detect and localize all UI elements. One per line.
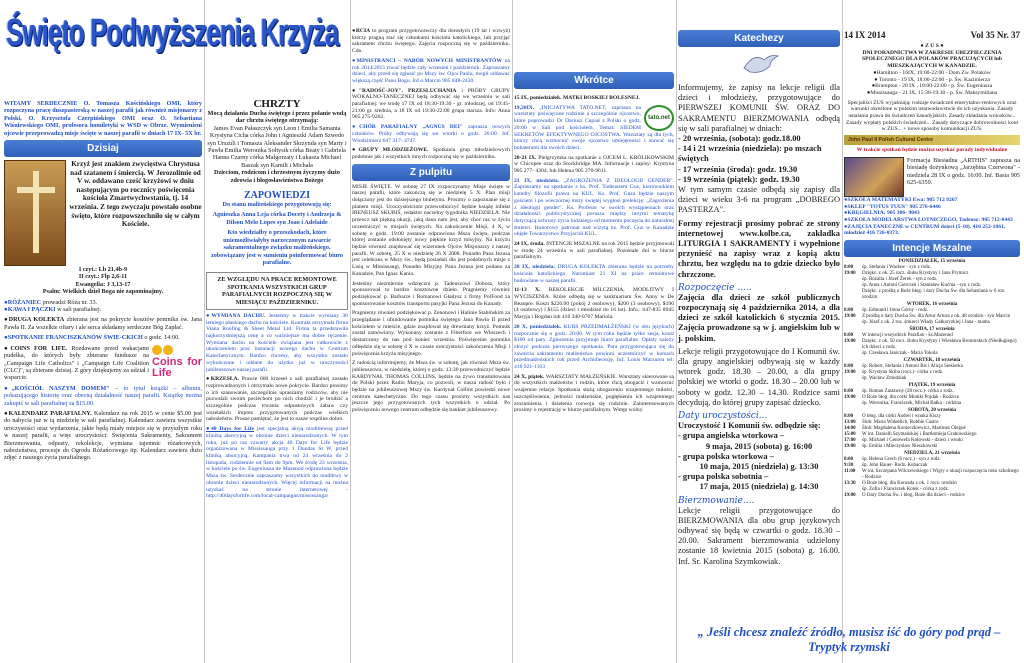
item-text: Spotkania grup młodzieżowych podobnie jak i wszystkich innych rozpoczną się w październiku. bbox=[352, 147, 510, 160]
entry-text: DRUGA KOLEKTA zbierana będzie na potrzeby kościoła katolickiego. Natomiast 21 XI na prace remontowe budowlane w naszej parafii. bbox=[514, 264, 674, 284]
intencje-hour bbox=[844, 376, 862, 382]
entry-date: 20-21 IX. bbox=[514, 154, 537, 161]
item-album bbox=[4, 385, 202, 407]
katechezy-dobry-pasterz: W tym samym czasie odbędą się zapisy dla dzieci w wieku 3-6 na program „DOBREGO PASTERZA". bbox=[678, 185, 840, 215]
cross-image bbox=[4, 160, 66, 266]
column-5 bbox=[678, 0, 840, 663]
intencje-hour bbox=[844, 401, 862, 407]
dzisiaj-block bbox=[4, 160, 202, 266]
intencje-day: ŚRODA, 17 września bbox=[909, 327, 955, 333]
item-head: ● DRUGA KOLEKTA bbox=[4, 316, 64, 323]
item-rozaniec bbox=[4, 299, 202, 306]
zus-title: DNI PORADNICTWA W ZAKRESIE UBEZPIECZENIA SPOŁECZNEGO DLA POLAKÓW PRACUJĄCYCH lub MIESZKAJĄCYCH W KANADZIE. bbox=[861, 49, 1003, 70]
intencje-hour: 8:00 bbox=[844, 364, 854, 370]
issue-volume: Vol 35 Nr. 37 bbox=[970, 30, 1020, 40]
intencje-row bbox=[844, 289, 1020, 301]
entry-tato bbox=[514, 105, 674, 152]
item-rcia bbox=[352, 28, 510, 55]
item-text: o godz. 14:00. bbox=[144, 334, 180, 342]
daty-title: Daty uroczystości... bbox=[678, 411, 768, 422]
entry-text: WARSZTATY MAŁŻEŃSKIE. Warsztaty skierowane są do wszystkich małżeństw i rodzin, które chcą ubogacić i wzmocnić wzajemne relacje. Spotkania służą ubogaceniu wzajemnego miłości, uszczęśliwieniu, jedności małżeńskie, pogłębieniu ich wzajemnego zrozumienia i dzielenia rozwoju się rodzinie. Zainteresowanych prosimy o rejestrację w biurze parafialnym. Wstęp wolny. bbox=[514, 373, 674, 414]
masthead bbox=[4, 0, 339, 100]
column-divider bbox=[204, 0, 205, 663]
entry-text: „INICJATYWA TATO.NET, zaprasza na warsztaty poświęcone rodzinie a szczególnie ojcostwu, które poprowadzi Dr Dariusz Cupiał z Polski o godz. 20:00 w Sali pod kościołem. Temat: SIEDEM SEKRETÓW EFEKTYWNEGO OJCOSTWA. Warsztaty są dla tych, którzy chcą wzmocnić swoje ojcostwo umiejętności i stawać się bohaterami dla swoich dzieci. bbox=[514, 104, 674, 151]
zus-header: ● Z U S ● bbox=[920, 43, 944, 49]
entry-kolekta bbox=[514, 264, 674, 284]
item-krzesla bbox=[206, 376, 348, 423]
entry-text: REKOLEKCJE MILCZENIA, MODLITWY I WYCISZENIA. Które odbędą się w sanktuarium Św. Anny w De Beaupre. Koszt $220.00 (pokój 2 osobowy), $200 (3 osobowy), $190 (4 osobowy) i $155 (dzieci i młodzież do 16 lat). Info.: 647-835 8945 Maryja i Bogdan lub 416 340-0767 Mariola. bbox=[514, 287, 674, 321]
item-text: Rozdawane przed wakacjami pudełka, do których były zbierane fundusze na „Campaign Life Catholics" i „Campaign Life Coalition (CLC)", są zbierane dzisiaj. Z góry dziękujemy za udział i wsparcie. bbox=[4, 344, 150, 382]
section-header-wkrotce: Wkrótce bbox=[514, 72, 674, 89]
intencje-text: śp. John Bauer- Rodz. Kubaczak bbox=[862, 463, 928, 469]
intencje-text: śp. Michael i Genowefa Kołowski - dzieci i wnuki bbox=[862, 438, 963, 444]
intencje-text: śp. Wacław Zmudziak bbox=[862, 376, 907, 382]
intencje-text: W int. Danielli Szymańskiej i Bartłomieja Grabowskiego bbox=[862, 432, 977, 438]
zpulpitu-misje: MISJE ŚWIĘTE. W sobotę 27 IX rozpoczynamy Misje święte w naszej parafii, które zakończą się w niedzielę 5 X. Plan misji dołączony jest do dzisiejszego biuletynu. Prosimy o zapoznanie się z planem misji. Uroczystościom przewodniczyć będzie książę infułat IRENEUSZ SKUBIŚ, redaktor naczelny tygodnika NIEDZIELA. Nie przeocz tak piękną okazji, jaką dana nam jest, aby choć raz w życiu uczestniczyć w misjach świętych. Na zakończenie Misji, 4 X, w sobotę o godz. 19:00 zostanie odprawiona Msza święta, podczas której zostanie odsłonięty nowy pięknie krzyż misyjny. Na krzyżu będzie również znajdować się wizerunek Ojców Misjonarzy z naszej parafii. W sobotę, 25 X w niedzielę 26 X 2008. Ponadto Pana Jezusa jest celebrans w Mszy św., będą posiadali dla jest podobnych misje z Lisią w Mississaugi, Ponadto Misyjny Pana Jezusa jest podano za Kanadzie, Pan Ignac Kania. bbox=[352, 183, 510, 277]
intencje-row bbox=[844, 469, 1020, 481]
entry-pielgrzymka bbox=[514, 155, 674, 175]
item-text: i PRÓBY GRUPY WOKALNO-TANECZNEJ będą odbywać się we wrześniu w sali parafialnej: we środę 17 IX od 18:30-19:30 - gr. młodszej, od 19:45-21:00 gr. średnia, a 18 IX od 19:30-22:00 grupa starsza. Info: Anna 905 275-9262. bbox=[352, 87, 510, 121]
intencje-text: śp. Edmund i Irena Górny - rodz. bbox=[862, 308, 929, 314]
intencje-text: Dziękc. z ok. 25 rocz. ślubu Krystyny i Jana Prymicz bbox=[862, 271, 969, 277]
section-header-katechezy: Katechezy bbox=[678, 30, 840, 47]
item-head: ● MINISTRANCI – NABÓR NOWYCH MINISTRANTÓW bbox=[352, 58, 502, 64]
intencje-row bbox=[844, 493, 1020, 499]
item-head: ● KALENDARZ PARAFIALNY. bbox=[4, 410, 92, 417]
readings bbox=[4, 266, 202, 296]
intencje-row bbox=[844, 351, 1020, 357]
item-kawa bbox=[4, 306, 202, 313]
entry-text: KURS PRZEDMAŁŻEŃSKI (w obu językach) rozpocznie się o godz. 20:00. W tym roku będzie tylko sesja, koszt $100 od pary. Zgłoszenia przyjmuje biuro parafialne. Opłaty należy złożyć podczas pierwszego spotkania. Para przygotowująca się do zawarcia sakramentu małżeństwa powinni uczestniczyć w kursach przedmałżeńskich rok przed Archidiecezję. Inf. Louis Marzurea tel: 416 921-1163 bbox=[514, 323, 674, 371]
intencje-text: O Boże błog. dla Konrada z ok. 1 rocz. urodzin bbox=[862, 481, 957, 487]
szkola-text: SZKOŁA MATEMATYKI Ewa: 905 712 9267 bbox=[847, 196, 958, 203]
item-text: Jesteśmy w trakcie wymiany 30 letniego płaskiego dachu na kościele. Kontrakt otrzymała firma Viana Roofing & Sheet Metal Ltd. Firma ta przedstawiła najkorzystniejszą cenę a co ważniejsze ma dobre ręczenie. Wymiana dachu na kościele związana jest całkowicie z ukończeniem prac instalacji nowego dachu w Centrum Katechetycznym. Bardzo chcemy, aby wszystko zostało wykończone i oddane do użytku już w uroczystości jubileuszowe naszej parafii. bbox=[206, 312, 348, 373]
issue-info bbox=[844, 30, 1020, 40]
item-text: na rok 2014/2015 trwać będzie cały wrzesień i październik. Zapraszamy dzieci, aby przed się zgłosić po Mszy św. Ojcu Paulu, mogli oddawać większą część Panu Bogu. Inf.o.Marcin 905 848-2420. bbox=[352, 57, 510, 84]
daty-1: - grupa angielska wtorkowa – bbox=[678, 431, 785, 441]
column-4 bbox=[514, 0, 674, 663]
intencje-text: Ślub: Magdalena Konieczkiewicz, Martinez Olegué bbox=[862, 426, 966, 432]
intencje-day: NIEDZIELA, 21 września bbox=[904, 451, 960, 457]
column-3 bbox=[352, 0, 510, 663]
intencje-hour: 8:00 bbox=[844, 389, 854, 395]
item-head: ● KAWA I PĄCZKI bbox=[4, 306, 56, 313]
intencje-text: śp. Helena Grech (6 rocz.) - syn z rodz. bbox=[862, 457, 941, 463]
item-head: ● KRZESŁA. bbox=[206, 376, 239, 382]
intencje-text: śp. Rozalia i Józef Žerek - syn z rodz. bbox=[862, 277, 938, 283]
intencje-hour: 15:00 bbox=[844, 432, 856, 438]
entry-date: 15 IX, poniedziałek. bbox=[514, 95, 562, 101]
intencje-text: śp. Robert, Stefania i Antoni Bis i Alicja Siekierka bbox=[862, 364, 963, 370]
zapowiedzi-couples: Agnieszka Anna Leja córka Docety i Andrzeja & Dilson Melo Lopes syn Joao i Adelaide bbox=[212, 211, 342, 226]
reading-2: II czyt.: Flp 2,6-11 bbox=[78, 273, 128, 281]
intencje-text: śp. Stefania i Wacław - syn z rodz. bbox=[862, 265, 932, 271]
daty-text: Uroczystość I Komunii św. odbędzie się: bbox=[678, 421, 821, 431]
item-dach bbox=[206, 313, 348, 373]
dzisiaj-text: Krzyż jest znakiem zwycięstwa Chrystusa nad szatanem i śmiercią. W Jerozolimie od V w. oddawano cześć krzyżowi w dniu następującym po rocznicy poświęcenia kościoła Zmartwychwstania, tj. 14 września. Z tego zwyczaju powstało osobne święto, które rozpowszechniło się w całym Kościele. bbox=[69, 160, 202, 229]
zpulpitu-dobosz: Jesteśmy niezmiernie wdzięczni p. Tadeuszowi Dobosz, który sponsorował to bardzo kosztowne dzieło. Pragniemy również podziękować p. Barbarze i Romanowi Gładysz z firmy PolFood za sponsorowanie kosztów transportu pasyjki Pana Jezusa do Kanady. bbox=[352, 280, 510, 307]
renovation-notice: ZE WZGLĘDU NA PRACE REMONTOWE SPOTKANIA WSZYSTKICH GRUP PARAFIALNYCH ROZPOCZNĄ SIĘ W MIESIĄCU PAŹDZIERNIKU. bbox=[206, 272, 348, 310]
chrzty-intro: Mocą działania Ducha świętego i przez polanie wodą dar chrztu świętego otrzymają: bbox=[207, 110, 347, 125]
section-header-intencje: Intencje Mszalne bbox=[844, 240, 1020, 257]
column-6 bbox=[844, 0, 1020, 663]
intencje-row bbox=[844, 376, 1020, 382]
section-header-zpulpitu: Z pulpitu bbox=[352, 164, 510, 181]
item-ministranci bbox=[352, 58, 510, 85]
intencje-text: śp. Zofia i Franciszek Kotek - córka z rodz. bbox=[862, 487, 949, 493]
zpulpitu-transmisja: Z radością informujemy, że Msza św. w sobotę, jak również Msza św. jubileuszowa, w niedzielę, której o godz. 13:30 przewodniczyć będzie KARDYNAŁ THOMAS COLLINS, będzie na żywo transmitowana do Polski przez Radio Maryja, co pozwoli, w nasza radość było i będzie na jubileuszowej Mszy św. Kardynał Collins powiedzi nowe centrum katechetyczne. Do tego czasu prosimy wszystkich nas jeszcze jego przygotowanych tych wszystkich o udział. Po poświęceniu nowego centrum odbędzie się bankiet jubileuszowy. bbox=[352, 360, 510, 414]
intencje-hour: 13:30 bbox=[844, 481, 856, 487]
zus-4: ●Mississauga - 21 IX, 15:30-19:30 - p. Św. Maksymiliana bbox=[866, 89, 998, 96]
daty-3: - grupa polska wtorkowa – bbox=[678, 451, 774, 461]
entry-rekolekcje bbox=[514, 287, 674, 321]
welcome-notice: WITAMY SERDECZNIE O. Tomasza Kościńskiego OMI, który rozpoczyna pracę duszpasterską w naszej parafii jak również misjonarzy z Polski, O. Krzysztofa Czerpińskiego OMI oraz O. Sebastiana Wiśniewskiego OMI, profesora homiletyki w WSD w Obrze. Wymienieni ojcowie przeprowadzą misje święte w naszej parafii w dniach 17 IX- 5X br. bbox=[4, 100, 202, 137]
daty-4: 10 maja, 2015 (niedziela) g. 13:30 bbox=[699, 461, 819, 471]
intencje-hour: 8:00 bbox=[844, 414, 854, 420]
szkola-2 bbox=[844, 204, 1020, 211]
chrzty-names: James Evan Pałaszczyk syn Leon i Emilia Samanta Krystyna Cicha córka John i Agnieszki Adam Szwedo syn Urszuli i Tomasza Aleksander Skrzynda syn Marty i Pawła Emilia Weronika Sołtysik córka Beaty i Gabriela Hanna Czarny córka Małgorzaty i Łukasza Michael Baszak syn Kamili i Michała bbox=[207, 124, 347, 169]
item-head: ● RCIA bbox=[352, 28, 370, 34]
szkola-5 bbox=[844, 224, 1020, 237]
entry-date: 19,20IX. bbox=[514, 104, 535, 111]
item-text: Kalendarz na rok 2015 w cenie $5.00 jest do nabycia już w tą niedzielę w sali parafialnej. Kalendarz zawiera wszystkie uroczystości oraz wydarzenia, jakie będą miały miejsce się w przyszłym roku w naszej parafii, a więc uroczystości: Święcenia Sakramenty, Sakrament Bierzmowania, odpusty, rekolekcje, wymiana tajemnic różańcowych, nabożeństwa, procesje do Ogrodu Różańcowego itp. Kalendarz zawiera dużo zdjęć z naszego życia parafialnego. bbox=[4, 409, 202, 462]
intencje-hour: 11:00 bbox=[844, 469, 856, 475]
coins-for-life-logo bbox=[152, 345, 202, 380]
katechezy-date-4: - 19 września (piątek): godz. 19.30 bbox=[678, 174, 800, 184]
szkola-text: ZAJĘCIA TANECZNE w CENTRUM dzieci (5-10). 416 252-1861, młodzież 416 726-0373. bbox=[844, 223, 1006, 237]
intencje-text: śp. Anna i Antoni Gierczeń i Stanisław Kućma - syn z rodz. bbox=[862, 283, 982, 289]
intencje-text: O błog. dla córki Andrei i wnuka Kiszy bbox=[862, 414, 941, 420]
rozpoczecie-text: Zajęcia dla dzieci ze szkół publicznych rozpoczynają się 4 października 2014, a dla dzieci ze szkół katolickich 6 stycznia 2015. Zajęcia prowadzone są w j. angielskim lub w j. polskim. bbox=[678, 292, 840, 343]
intencje-text: W intencji wszystkich Parafian - ks.Mazenod bbox=[862, 333, 953, 339]
intencje-hour: 19:00 bbox=[844, 314, 856, 320]
intencje-text: Ślub: Maria Wideelich, Robbie Castro bbox=[862, 420, 939, 426]
intencje-hour: 8:00 bbox=[844, 333, 854, 339]
zapowiedzi-sub: Do stanu małżeńskiego przygotowują się: bbox=[222, 201, 332, 209]
katechezy-date-3: - 17 września (środa): godz. 19.30 bbox=[678, 164, 798, 174]
intencje-row bbox=[844, 339, 1020, 351]
formy-rejestracji: Formy rejestracji prosimy pobrać ze strony internetowej www.kolbe.ca, zakładka LITURGIA I SAKRAMENTY i wypełnione przynieść na zapisy wraz z kopią aktu chrztu, bez względu na to gdzie dziecko było chrzczone. bbox=[678, 218, 840, 279]
szkola-4 bbox=[844, 217, 1020, 224]
zapowiedzi-header: ZAPOWIEDZI bbox=[243, 190, 311, 202]
intencje-hour: 8:00 bbox=[844, 457, 854, 463]
intencje-text: śp. Emilia i Mieczysław Nieszkowski bbox=[862, 444, 938, 450]
intencje-text: W int. Szczepana Wilczewskiego i Wigry z okazji rozpoczęcia roku szkolnego - Rodzice bbox=[862, 469, 1019, 481]
entry-intencje bbox=[514, 241, 674, 261]
intencje-hour bbox=[844, 289, 862, 301]
intencje-day: PIĄTEK, 19 września bbox=[908, 383, 956, 389]
intencje-row bbox=[844, 444, 1020, 450]
intencje-hour: 19:00 bbox=[844, 444, 856, 450]
item-radosc bbox=[352, 88, 510, 122]
footer-quote: „ Jeśli chcesz znaleźć źródło, musisz iść do góry pod prąd – Tryptyk rzymski bbox=[697, 625, 1001, 654]
item-franciszkanie bbox=[4, 334, 202, 341]
intencje-hour: 17:00 bbox=[844, 438, 856, 444]
item-head[interactable]: ● 40 Days for Life bbox=[206, 426, 254, 432]
intencje-list bbox=[844, 259, 1020, 499]
daty-5: - grupa polska sobotnia – bbox=[678, 472, 769, 482]
formacja-block bbox=[844, 157, 1020, 187]
item-text: prowadzi Róża nr. 33. bbox=[42, 298, 98, 306]
entry-text: Pielgrzymka na spotkanie z OJCEM L. KRÓLIKOWSKIM w Chicopee oraz do Stockbridge MA. Informacje i zapisy: Krystyna 905 277- 4304, lub Helena 905 270-9611. bbox=[514, 154, 674, 175]
entry-date: 24 IX, środa. bbox=[514, 241, 545, 248]
intencje-day: SOBOTA, 20 września bbox=[907, 408, 957, 414]
item-text: w sali parafialnej. bbox=[57, 306, 102, 314]
coins-logo-text: Coins for Life bbox=[152, 356, 202, 380]
intencje-text: O Dary Ducha Św. i błog. Boże dla dzieci - rodzice bbox=[862, 493, 965, 499]
rozpoczecie-title: Rozpoczęcie ..... bbox=[678, 282, 752, 293]
intencje-hour: 19:00 bbox=[844, 271, 856, 277]
intencje-text: śp. Józef z ok. 2 roz. śmierci Włady Gałkaryzkiej i Jana - mama bbox=[862, 320, 990, 326]
column-divider bbox=[350, 0, 351, 663]
daty-2: 9 maja, 2015 (sobota) g. 16:00 bbox=[705, 441, 813, 451]
entry-gender bbox=[514, 178, 674, 238]
item-coins bbox=[4, 345, 202, 382]
item-text: to program przygotowawczy dla dorosłych (19 lat i wzwyż) którzy pragną stać się członkami kościoła katolickiego, lub przyjąć sakrament chrztu świętego. Zajęcia rozpoczną się w październiku. Cdn. bbox=[352, 28, 510, 55]
psalm: Psalm: Wielkich dzieł Boga nie zapominajmy. bbox=[42, 288, 164, 296]
intencje-hour: 19:00 bbox=[844, 395, 856, 401]
issue-date: 14 IX 2014 bbox=[844, 30, 886, 40]
intencje-hour bbox=[844, 351, 862, 357]
item-head: ● GRUPY MŁODZIEŻOWE. bbox=[352, 147, 428, 153]
katechezy-intro: Informujemy, że zapisy na lekcje religii dla dzieci i młodzieży, przygotowujące do PIERWSZEJ KOMUNII ŚW. ORAZ DO SAKRAMENTU BIERZMOWANIA odbędą się w sali parafialnej w dniach: bbox=[678, 83, 840, 133]
intencje-text: śp. Czesława Janiczak - Maria Tokola bbox=[862, 351, 938, 357]
intencje-text: śp. Krystyna Skiba (rocz.)- córka z rodz. bbox=[862, 370, 944, 376]
column-divider bbox=[676, 0, 677, 663]
szkola-3 bbox=[844, 210, 1020, 217]
item-text: – to tytuł książki – albumu, pokazującego historię oraz obecną działalność naszej parafii. Książkę można zakupić w sali parafialnej za $15.00. bbox=[4, 384, 202, 407]
intencje-hour: 13:00 bbox=[844, 420, 856, 426]
entry-text: MATKI BOSKIEJ BOLESNEJ. bbox=[562, 95, 640, 101]
szkola-1 bbox=[844, 197, 1020, 204]
entry-15ix bbox=[514, 95, 674, 102]
zus-3: ●Brampton - 20 IX , 18:00-22:00 - p. Św. Eugeniusza bbox=[871, 83, 993, 90]
lekcje-text: Lekcje religii przygotowujące do I Komunii św. dla grupy angielskiej odbywają się w każdy wtorek godz. 18.30 – 20.00, a dla grupy polskiej we wtorki o godz. 18.30 – 20.00 lub w soboty w godz. 12.30 – 14.30. Rodzice sami decydują, do której grupy zapisać dziecko. bbox=[678, 346, 840, 407]
item-40days bbox=[206, 426, 348, 500]
szkola-text: SKLEP "TOTUS TUUS" 905 276-6446 bbox=[847, 203, 941, 210]
reading-1: I czyt.: Lb 21,4b-9 bbox=[78, 266, 128, 274]
section-header-dzisiaj: Dzisiaj bbox=[4, 140, 202, 157]
formacja-text: Formacja Biesiadna „ARTHIS" zaprasza na biesiadę dożynkową „Jarzębina Czerwona" - niedziela 28 IX o godz. 16:00. Inf. Basia 905 625-6359. bbox=[907, 156, 1020, 187]
zus-1: ●Hamilton - 16IX, 19:00-22:00 - Dom Zw. Polaków bbox=[873, 69, 991, 76]
entry-date: 21 IX, niedziela. bbox=[514, 177, 559, 184]
entry-text: INTENCJE MSZALNE na rok 2015 będzie przyjmowali w środę 24 września w sali parafialnej. Pozostałe dni w biurze parafialnym. bbox=[514, 241, 674, 261]
intencje-hour bbox=[844, 320, 862, 326]
column-divider bbox=[512, 0, 513, 663]
chrzty-header: CHRZTY bbox=[253, 98, 301, 110]
intencje-text: Z prośbą o dary Ducha Św. dla Artur Artura z ok. 48 urodzin - syn Marcin bbox=[862, 314, 1011, 320]
item-head: ● RÓŻANIEC bbox=[4, 299, 41, 306]
entry-date: 28 IX, niedziela. bbox=[514, 264, 555, 271]
item-kalendarz bbox=[4, 410, 202, 462]
item-head: ● WYMIANA DACHU. bbox=[206, 313, 265, 319]
entry-kurs bbox=[514, 324, 674, 371]
zus-2: ● Toronto - 19 IX, 18:00-22:00 - p. Św. Kazimierza bbox=[874, 76, 990, 83]
column-2 bbox=[206, 98, 348, 663]
intencje-hour: 8:00 bbox=[844, 308, 854, 314]
item-text: jest specjalną akcją modlitewną przed kliniką aborcyjną w obronie dzieci nienarodzonych. W tym roku, już po raz czwarty akcja 40 Days for Life będzie organizowana w Mississauga przy 1 Dundas St W, przed kliniką aborcyjną. Kampania trwa od 24 września do 2 listopada, codziennie od 9am do 9pm. We środę 23 września, w kościele po św. Eugeniusza de Mazenod odprawiona będzie Msza św. Serdecznie zapraszamy wszystkich do modlitwy w obronie dzieci nienarodzonych. Więcej informacji na można uzyskać na stronie internetowej - http://40daysforlife.com/local-campaigns/mississauga/ bbox=[206, 426, 348, 500]
intencje-hour: 8:00 bbox=[844, 265, 854, 271]
intencje-hour: 19:00 bbox=[844, 339, 856, 345]
column-divider bbox=[842, 0, 843, 663]
intencje-day: PONIEDZIAŁEK, 15 września bbox=[898, 259, 966, 265]
entry-date: 24 X, piątek. bbox=[514, 373, 545, 380]
bierz-text: Lekcje religii przygotowujące do BIERZMOWANIA dla obu grup językowych odbywać się będą w czwartki o godz. 18.30 – 20.00. Sakrament bierzmowania udzielony zostanie 18 kwietnia 2015 (sobota) g. 16.00. Inf. Sr. Karolina Szymkowiak. bbox=[678, 505, 840, 566]
intencje-day: WTOREK, 16 września bbox=[906, 302, 958, 308]
intencje-text: Dziękc. z ok. 50 rocz. ślubu Krystyny i Wiesława Bromirskich (Niedługiego) ich dzieci z rodz. bbox=[862, 339, 1017, 351]
entry-text: „ZAGROŻENIA Z IDEOLOGII GENDER". Zapraszamy na spotkanie z ks. Prof. Tadeuszem Guz, kierownikiem katedry filozofii prawa na KUL. Ks. Prof. Guza będzie naszym gościem i po wieczornej mszy świętej wygłosi prelekcję: „Zagrożenia z ideologii gender". Ks. Profesor w swoich wystąpieniach oraz działalności publicystycznej porusza między innymi tematykę dotyczącą ochrony życia ludzkiego od momentu poczęcia do naturalnej śmierci. Honorowy patronat nad wizytą ks. Prof. Guz w Kanadzie objęłe Towarzystwo Przyjaciół KUL. bbox=[514, 177, 674, 238]
item-head: ● „KOŚCIÓŁ NASZYM DOMEM" bbox=[4, 385, 110, 392]
dove-icon bbox=[740, 48, 780, 78]
item-mlodziez bbox=[352, 147, 510, 160]
item-chor bbox=[352, 124, 510, 144]
szkola-text: SZKOŁA MODELARSTWA LOTNICZEGO, Tadeusz: 905 712-8443 bbox=[847, 216, 1013, 223]
daty-6: 17 maja, 2015 (niedziela) g. 14:30 bbox=[699, 482, 819, 492]
intencje-hour: 19:00 bbox=[844, 370, 856, 376]
item-text: zbierana jest na pokrycie kosztów pomnika św. Jana Pawła II. Za wszelkie ofiary i ale serca składamy serdeczne Bóg Zapłać. bbox=[4, 316, 202, 331]
item-head: ● SPOTKANIE FRANCISZKANÓW ŚWIE-CKICH bbox=[4, 334, 143, 341]
item-head: ● CHÓR PARAFIALNY „AGNUS DEI" bbox=[352, 124, 463, 130]
intencje-text: Dziękc. z prośbą o Boże błog. i dary Ducha Św. dla Sebastiana w 6 roz. urodzin bbox=[862, 289, 1006, 301]
intencje-hour: 9:30 bbox=[844, 463, 854, 469]
zpulpitu-pomnik: Pragniemy również podziękować p. Zenonowi i Halinie Stabińskim za przeglądanie i ufundowanie pomnika świętego Jana Pawła II przed kościołem w mieście, gdzie znajdował się drewniany krzyż. Pomnik został zamówiony. Wykonany zostanie z Fiberfore we Włoszech i dostarczony do nas pod koniec września. Poświęcenie pomnika odbędzie się w sobotę 4 X w czasie uroczystości zakończenia Misji i poświęcenia krzyża misyjnego. bbox=[352, 310, 510, 357]
item-text: zaprasza nowych członków. Próby odbywają się we wtorki o godz. 20:00. Inf. Włodzimierz 647 317- 4747. bbox=[352, 124, 510, 144]
item-head: ● COINS FOR LIFE. bbox=[4, 345, 67, 352]
zapowiedzi-note: Kto wiedziałby o przeszkodach, które uniemożliwiałyby narzeczonym zawarcie sakramentalnego związku małżeńskiego, zobowiązany jest w sumieniu poinformować biuro parafialne. bbox=[210, 229, 344, 266]
chrzty-blessing: Dzieciom, rodzicom i chrzestnym życzymy dużo zdrowia i błogosławieństwa Bożego bbox=[213, 169, 340, 184]
entry-date: 20 X, poniedziałek. bbox=[514, 323, 562, 330]
intencje-hour: 14:00 bbox=[844, 426, 856, 432]
intencje-row bbox=[844, 401, 1020, 407]
jp2-banner: John Paul II Polish Cultural Centre bbox=[844, 135, 1020, 145]
intencje-row bbox=[844, 320, 1020, 326]
katechezy-date-1: - 20 września, (sobota): godz.18.00 bbox=[678, 134, 801, 144]
intencje-day: CZWARTEK, 18 września bbox=[903, 358, 961, 364]
katechezy-date-2: - 14 i 21 września (niedziela): po mszach świętych bbox=[678, 144, 822, 164]
tato-net-logo: tato.net bbox=[644, 105, 674, 131]
entry-warsztaty bbox=[514, 374, 674, 414]
intencje-hour: 19:00 bbox=[844, 493, 856, 499]
intencje-text: śp. Weronika, Franciszek, Michał Bałka - rodzina bbox=[862, 401, 962, 407]
intencje-text: śp. Roman Zastawny (28 rocz.)- córka z rodz. bbox=[862, 389, 954, 395]
dance-image bbox=[844, 157, 904, 197]
reading-3: Ewangelia: J 3,13-17 bbox=[75, 280, 131, 288]
bierz-title: Bierzmowanie.... bbox=[678, 495, 755, 506]
item-text: Prawie 600 krzeseł z sali parafialnej zostało rozprowadzonych i otrzymało nowe pokrycie. Bardzo prosimy o ich szanowanie, szczególnie upraszamy rodziców, aby nie pozwalali swoim pociechom po nich chodzić i je brudzić a szczególnie podczas trwania odpustowych zabaw czy wszelakich imprez przygotowanych podczas wielkich nabożeństw. Prosze pamiętać, że jest to nasze wspólne dobro. bbox=[206, 376, 348, 423]
jp2-sub: W trakcie spotkań będzie można uzyskać porady indywidualne bbox=[856, 147, 1008, 154]
item-kolekta bbox=[4, 316, 202, 331]
zus-text: Specjaliści ZUS wyjaśniają: rodzaje świadczeń emerytalno-rentowych oraz warunki określone w polskim ustawodawstwie do ich uzyskania. Zasady ustalania prawa do świadczeń kanadyjskich. Zasady składania wniosków... Zasady wypłaty polskich świadczeń... Zasady dotyczące dobrowolności kont w ZUS... + nowe sposoby komunikacji ZUS. bbox=[845, 99, 1019, 133]
intencje-text: O Boże błog. dla córki Moniki Pojdak - Rodzice bbox=[862, 395, 960, 401]
item-head: ● "RADOŚĆ-JOY". PRZESLUCHANIA bbox=[352, 88, 456, 94]
szkola-text: KRĘGIELNIA: 905 306- 9043 bbox=[847, 210, 920, 217]
entry-date: 11-13 X. bbox=[514, 287, 541, 294]
page-title: Święto Podwyższenia Krzyża bbox=[6, 10, 339, 54]
